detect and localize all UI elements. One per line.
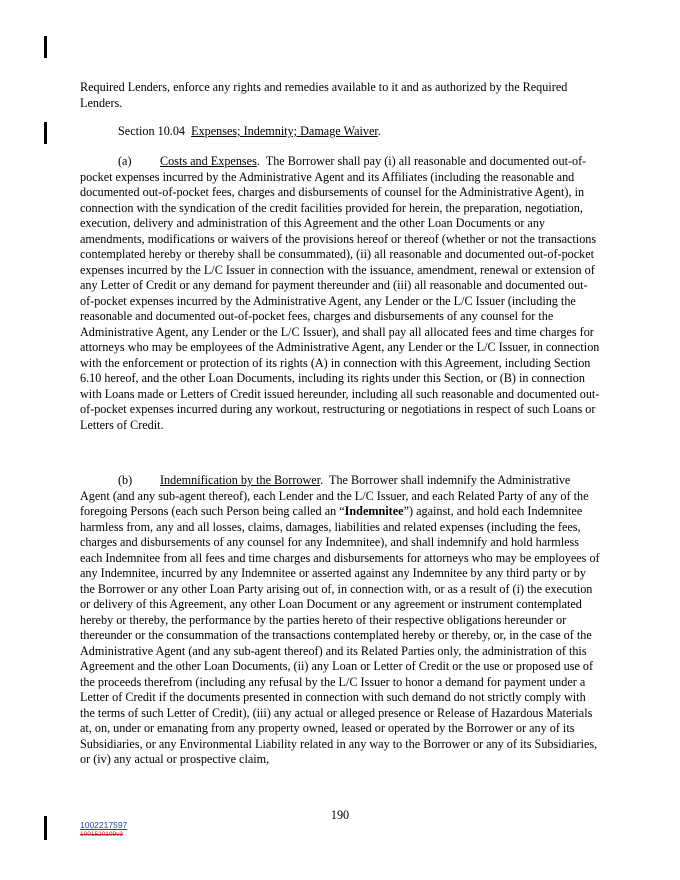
section-heading: Section 10.04 Expenses; Indemnity; Damage Waiver. bbox=[118, 124, 381, 138]
change-bar bbox=[44, 122, 47, 144]
page-number: 190 bbox=[330, 808, 350, 822]
paragraph-b-label: (b) bbox=[118, 473, 133, 487]
document-id: 1002217597 bbox=[80, 820, 128, 830]
document-id-deleted: 1001520109v3 bbox=[80, 831, 124, 838]
paragraph-b: (b) Indemnification by the Borrower. The Borrower shall indemnify the Administrative Agent (and any sub-agent thereof), each Lender and the L/C Issuer, and each Related Party of any of the foregoing Persons (each such Person being called an “Indemnitee”) against, and hold each Indemnitee harmless from, any and all losses, claims, damages, liabilities and related expenses (including the fees, charges and disbursements of any counsel for any Indemnitee), and shall indemnify and hold harmless each Indemnitee from all fees and time charges and disbursements for attorneys who may be employees of any Indemnitee, incurred by any Indemnitee or asserted against any Indemnitee by any third party or by the Borrower or any other Loan Party arising out of, in connection with, or as a result of (i) the execution or delivery of this Agreement, any other Loan Document or any agreement or instrument contemplated hereby or thereby, the performance by the parties hereto of their respective obligations hereunder or thereunder or the consummation of the transactions contemplated hereby or thereby, or, in the case of the Administrative Agent (and any sub-agent thereof) and its Related Parties only, the administration of this Agreement and the other Loan Documents, (ii) any Loan or Letter of Credit or the use or proposed use of the proceeds therefrom (including any refusal by the L/C Issuer to honor a demand for payment under a Letter of Credit if the documents presented in connection with such demand do not strictly comply with the terms of such Letter of Credit), (iii) any actual or alleged presence or Release of Hazardous Materials at, on, under or emanating from any property owned, leased or operated by the Borrower or any of its Subsidiaries, or any Environmental Liability related in any way to the Borrower or any of its Subsidiaries, or (iv) any actual or prospective claim, bbox=[80, 473, 600, 766]
paragraph-a-label: (a) bbox=[118, 154, 132, 168]
section-title: Expenses; Indemnity; Damage Waiver bbox=[191, 124, 378, 138]
intro-paragraph: Required Lenders, enforce any rights and remedies available to it and as authorized by the Required Lenders. bbox=[80, 80, 568, 110]
paragraph-a: (a) Costs and Expenses. The Borrower shall pay (i) all reasonable and documented out-of-pocket expenses incurred by the Administrative Agent and its Affiliates (including the reasonable and documented out-of-pocket fees, charges and disbursements of counsel for the Administrative Agent), in connection with the syndication of the credit facilities provided for herein, the preparation, negotiation, execution, delivery and administration of this Agreement and the other Loan Documents or any amendments, modifications or waivers of the provisions hereof or thereof (whether or not the transactions contemplated hereby or thereby shall be consummated), (ii) all reasonable and documented out-of-pocket expenses incurred by the L/C Issuer in connection with the issuance, amendment, renewal or extension of any Letter of Credit or any demand for payment thereunder and (iii) all reasonable and documented out-of-pocket expenses incurred by the Administrative Agent, any Lender or the L/C Issuer (including the reasonable and documented out-of-pocket fees, charges and disbursements of any counsel for the Administrative Agent, any Lender or the L/C Issuer), and shall pay all allocated fees and time charges for attorneys who may be employees of the Administrative Agent, any Lender or the L/C Issuer, in connection with the enforcement or protection of its rights (A) in connection with this Agreement, including Section 6.10 hereof, and the other Loan Documents, including its rights under this Section, or (B) in connection with Loans made or Letters of Credit issued hereunder, including all such reasonable and documented out-of-pocket expenses incurred during any workout, restructuring or negotiations in respect of such Loans or Letters of Credit. bbox=[80, 154, 600, 432]
change-bar bbox=[44, 36, 47, 58]
paragraph-a-heading: Costs and Expenses bbox=[160, 154, 257, 168]
paragraph-a-body: The Borrower shall pay (i) all reasonable and documented out-of-pocket expenses incurred by the Administrative Agent and its Affiliates (including the reasonable and documented out-of-pocket fees, charges and disbursements of counsel for the Administrative Agent), in connection with the syndication of the credit facilities provided for herein, the preparation, negotiation, execution, delivery and administration of this Agreement and the other Loan Documents or any amendments, modifications or waivers of the provisions hereof or thereof (whether or not the transactions contemplated hereby or thereby shall be consummated), (ii) all reasonable and documented out-of-pocket expenses incurred by the L/C Issuer in connection with the issuance, amendment, renewal or extension of any Letter of Credit or any demand for payment thereunder and (iii) all reasonable and documented out-of-pocket expenses incurred by the Administrative Agent, any Lender or the L/C Issuer (including the reasonable and documented out-of-pocket fees, charges and disbursements of any counsel for the Administrative Agent, any Lender or the L/C Issuer), and shall pay all allocated fees and time charges for attorneys who may be employees of the Administrative Agent, any Lender or the L/C Issuer, in connection with the enforcement or protection of its rights (A) in connection with this Agreement, including Section 6.10 hereof, and the other Loan Documents, including its rights under this Section, or (B) in connection with Loans made or Letters of Credit issued hereunder, including all such reasonable and documented out-of-pocket expenses incurred during any workout, restructuring or negotiations in respect of such Loans or Letters of Credit. bbox=[80, 154, 600, 432]
paragraph-b-body-rest: ”) against, and hold each Indemnitee harmless from, any and all losses, claims, damages, liabilities and related expenses (including the fees, charges and disbursements of any counsel for any Indemnitee), and shall indemnify and hold harmless each Indemnitee from all fees and time charges and disbursements for attorneys who may be employees of any Indemnitee, incurred by any Indemnitee or asserted against any Indemnitee by any third party or by the Borrower or any other Loan Party arising out of, in connection with, or as a result of (i) the execution or delivery of this Agreement, any other Loan Document or any agreement or instrument contemplated hereby or thereby, the performance by the parties hereto of their respective obligations hereunder or thereunder or the consummation of the transactions contemplated hereby or thereby, or, in the case of the Administrative Agent (and any sub-agent thereof) and its Related Parties only, the administration of this Agreement and the other Loan Documents, (ii) any Loan or Letter of Credit or the use or proposed use of the proceeds therefrom (including any refusal by the L/C Issuer to honor a demand for payment under a Letter of Credit if the documents presented in connection with such demand do not strictly comply with the terms of such Letter of Credit), (iii) any actual or alleged presence or Release of Hazardous Materials at, on, under or emanating from any property owned, leased or operated by the Borrower or any of its Subsidiaries, or any Environmental Liability related in any way to the Borrower or any of its Subsidiaries, or (iv) any actual or prospective claim, bbox=[80, 504, 600, 766]
paragraph-b-heading: Indemnification by the Borrower bbox=[160, 473, 321, 487]
section-number: Section 10.04 bbox=[118, 124, 186, 138]
paragraph-b-body-start: The Borrower shall indemnify the Administrative Agent (and any sub-agent thereof), each Lender and the L/C Issuer, and each Related Party of any of the foregoing Persons (each such Person being called an “ bbox=[80, 473, 589, 518]
defined-term-indemnitee: Indemnitee bbox=[344, 504, 404, 518]
